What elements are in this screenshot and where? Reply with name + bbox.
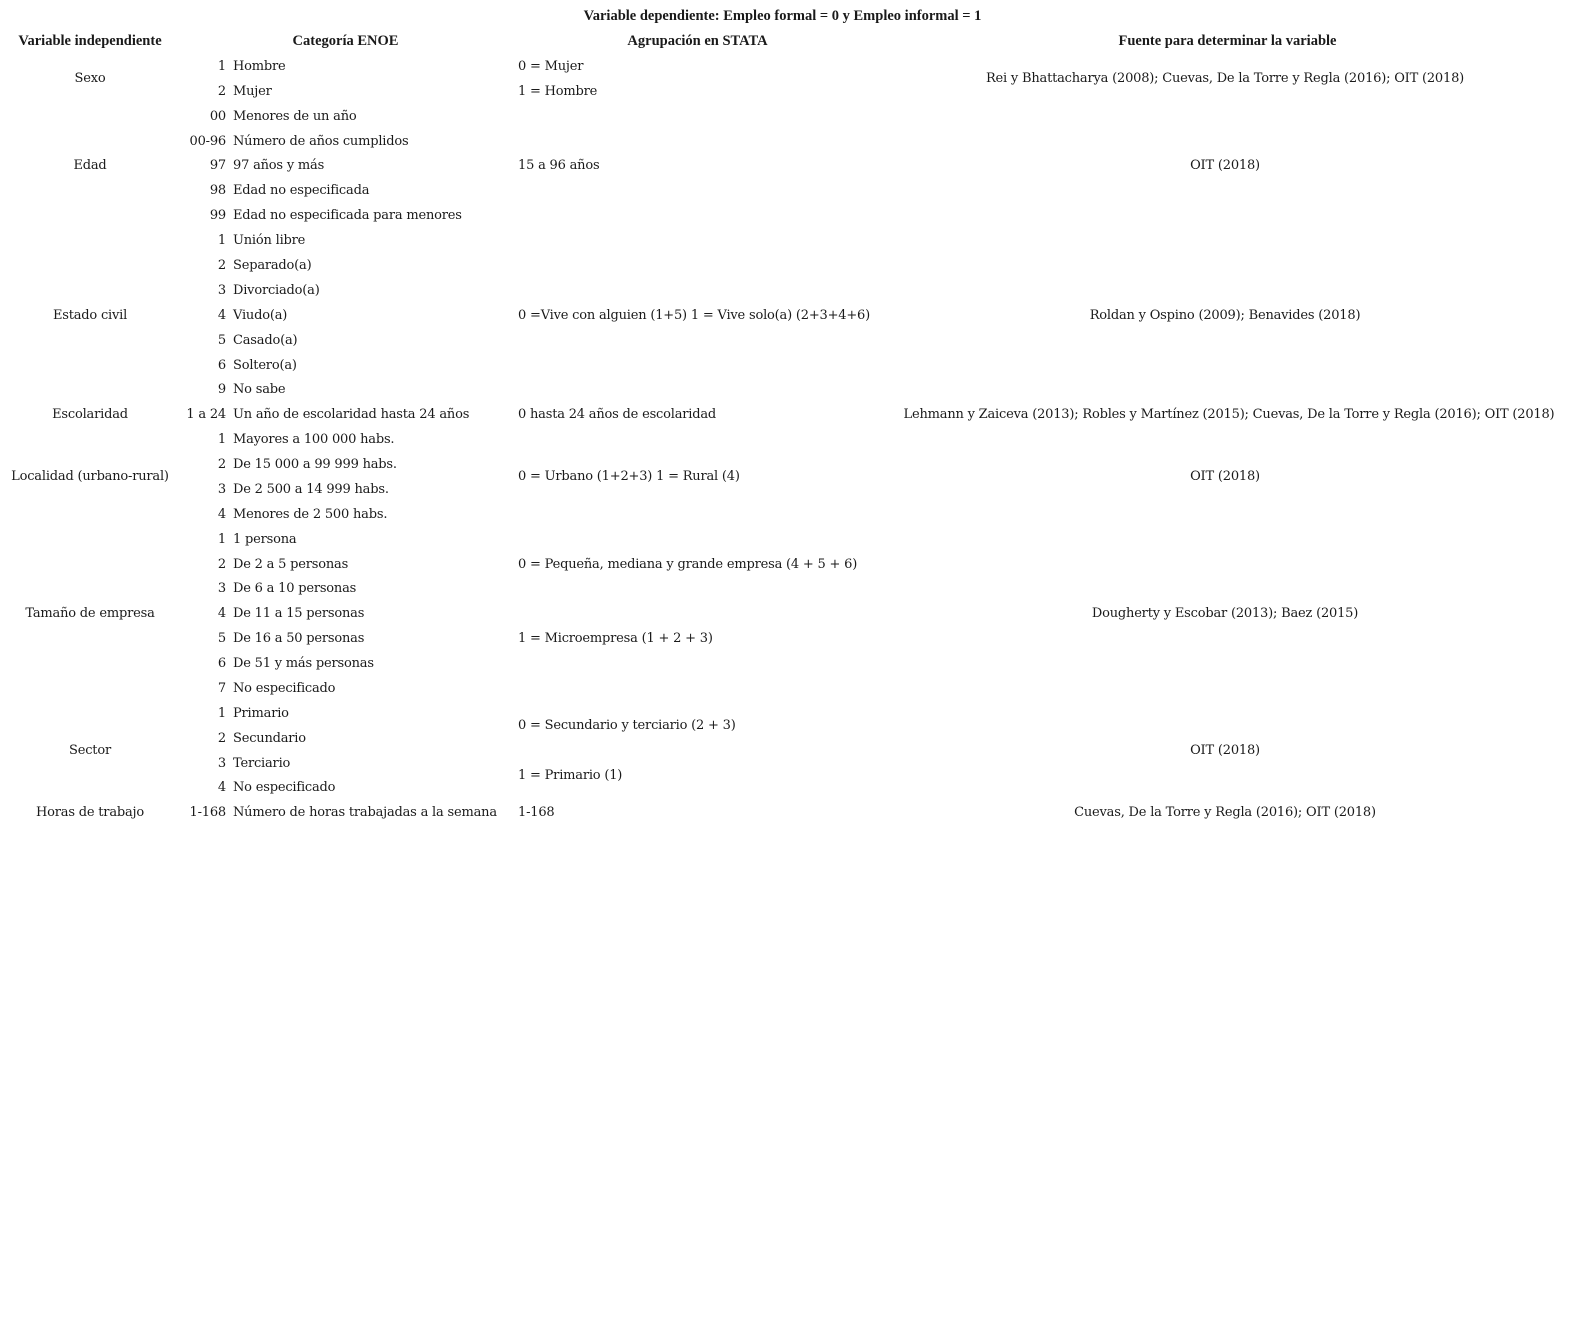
category-code: 00 [209, 109, 226, 124]
grouping-text: 1-168 [518, 805, 555, 820]
category-label: Hombre [233, 59, 286, 74]
source-text: Cuevas, De la Torre y Regla (2016); OIT (2018) [1074, 805, 1376, 820]
category-code: 3 [217, 482, 226, 497]
source-text: Lehmann y Zaiceva (2013); Robles y Martínez (2015); Cuevas, De la Torre y Regla (2016); OIT (2018) [903, 407, 1555, 422]
category-code: 4 [217, 780, 226, 795]
category-label: Un año de escolaridad hasta 24 años [233, 407, 470, 422]
source-text: Roldan y Ospino (2009); Benavides (2018) [1089, 308, 1361, 323]
category-code: 1 [217, 59, 226, 74]
source-text: Dougherty y Escobar (2013); Baez (2015) [1091, 606, 1359, 621]
category-label: Secundario [233, 731, 306, 746]
category-code: 98 [209, 183, 226, 198]
category-label: Mayores a 100 000 habs. [233, 432, 395, 447]
category-label: No especificado [233, 681, 336, 696]
category-label: Terciario [233, 756, 291, 771]
category-code: 1-168 [189, 805, 226, 820]
variable-label: Localidad (urbano-rural) [11, 469, 169, 484]
variable-label: Estado civil [52, 308, 128, 323]
category-label: De 6 a 10 personas [233, 581, 357, 596]
source-text: OIT (2018) [1190, 158, 1260, 173]
category-label: Primario [233, 706, 289, 721]
category-code: 3 [217, 581, 226, 596]
category-label: Unión libre [233, 233, 306, 248]
header-categoria: Categoría ENOE [292, 33, 399, 49]
variable-label: Tamaño de empresa [25, 606, 155, 621]
source-text: Rei y Bhattacharya (2008); Cuevas, De la Torre y Regla (2016); OIT (2018) [985, 71, 1465, 86]
variable-label: Sector [69, 743, 111, 758]
category-label: Separado(a) [233, 258, 312, 273]
category-code: 4 [217, 308, 226, 323]
grouping-text: 0 = Urbano (1+2+3) 1 = Rural (4) [518, 469, 740, 484]
category-code: 00-96 [189, 134, 226, 149]
category-label: Divorciado(a) [233, 283, 320, 298]
variable-label: Escolaridad [52, 407, 128, 422]
category-code: 99 [209, 208, 226, 223]
grouping-text: 15 a 96 años [518, 158, 600, 173]
category-label: De 2 a 5 personas [233, 557, 349, 572]
category-code: 1 [217, 532, 226, 547]
category-label: Menores de un año [233, 109, 357, 124]
category-code: 3 [217, 756, 226, 771]
source-text: OIT (2018) [1190, 743, 1260, 758]
grouping-text: 0 = Pequeña, mediana y grande empresa (4 + 5 + 6) [518, 557, 858, 572]
category-code: 6 [217, 656, 226, 671]
category-code: 1 [217, 706, 226, 721]
category-code: 2 [217, 557, 226, 572]
variable-label: Sexo [74, 71, 106, 86]
category-label: No especificado [233, 780, 336, 795]
category-code: 97 [209, 158, 226, 173]
category-label: De 11 a 15 personas [233, 606, 365, 621]
category-label: Número de años cumplidos [233, 134, 409, 149]
category-label: Viudo(a) [233, 308, 288, 323]
grouping-text: 1 = Primario (1) [518, 768, 623, 783]
category-label: Número de horas trabajadas a la semana [233, 805, 497, 820]
category-code: 4 [217, 606, 226, 621]
grouping-text: 0 hasta 24 años de escolaridad [518, 407, 717, 422]
grouping-text: 1 = Hombre [518, 84, 598, 99]
category-label: Edad no especificada para menores [233, 208, 462, 223]
category-code: 6 [217, 358, 226, 373]
category-code: 3 [217, 283, 226, 298]
category-code: 1 [217, 432, 226, 447]
table-title: Variable dependiente: Empleo formal = 0 y Empleo informal = 1 [583, 8, 982, 24]
category-label: De 15 000 a 99 999 habs. [233, 457, 397, 472]
header-variable: Variable independiente [18, 33, 162, 49]
category-label: Casado(a) [233, 333, 298, 348]
category-code: 4 [217, 507, 226, 522]
grouping-text: 0 = Mujer [518, 59, 584, 74]
grouping-text: 0 = Secundario y terciario (2 + 3) [518, 718, 736, 733]
grouping-text: 1 = Microempresa (1 + 2 + 3) [518, 631, 713, 646]
header-fuente: Fuente para determinar la variable [1118, 33, 1337, 49]
category-label: No sabe [233, 382, 286, 397]
category-label: De 51 y más personas [233, 656, 374, 671]
category-code: 2 [217, 258, 226, 273]
category-label: 1 persona [233, 532, 297, 547]
category-code: 5 [217, 333, 226, 348]
category-code: 7 [217, 681, 226, 696]
category-label: Soltero(a) [233, 358, 297, 373]
category-label: 97 años y más [233, 158, 325, 173]
category-label: Edad no especificada [233, 183, 370, 198]
category-label: Menores de 2 500 habs. [233, 507, 388, 522]
source-text: OIT (2018) [1190, 469, 1260, 484]
category-code: 1 [217, 233, 226, 248]
category-code: 5 [217, 631, 226, 646]
category-code: 2 [217, 84, 226, 99]
header-agrupacion: Agrupación en STATA [627, 33, 768, 49]
grouping-text: 0 =Vive con alguien (1+5) 1 = Vive solo(a) (2+3+4+6) [518, 308, 870, 323]
category-code: 9 [217, 382, 226, 397]
variable-label: Edad [73, 158, 107, 173]
category-code: 1 a 24 [186, 407, 226, 422]
category-label: De 16 a 50 personas [233, 631, 365, 646]
category-label: De 2 500 a 14 999 habs. [233, 482, 389, 497]
category-code: 2 [217, 457, 226, 472]
variable-label: Horas de trabajo [36, 805, 144, 820]
category-code: 2 [217, 731, 226, 746]
category-label: Mujer [233, 84, 272, 99]
